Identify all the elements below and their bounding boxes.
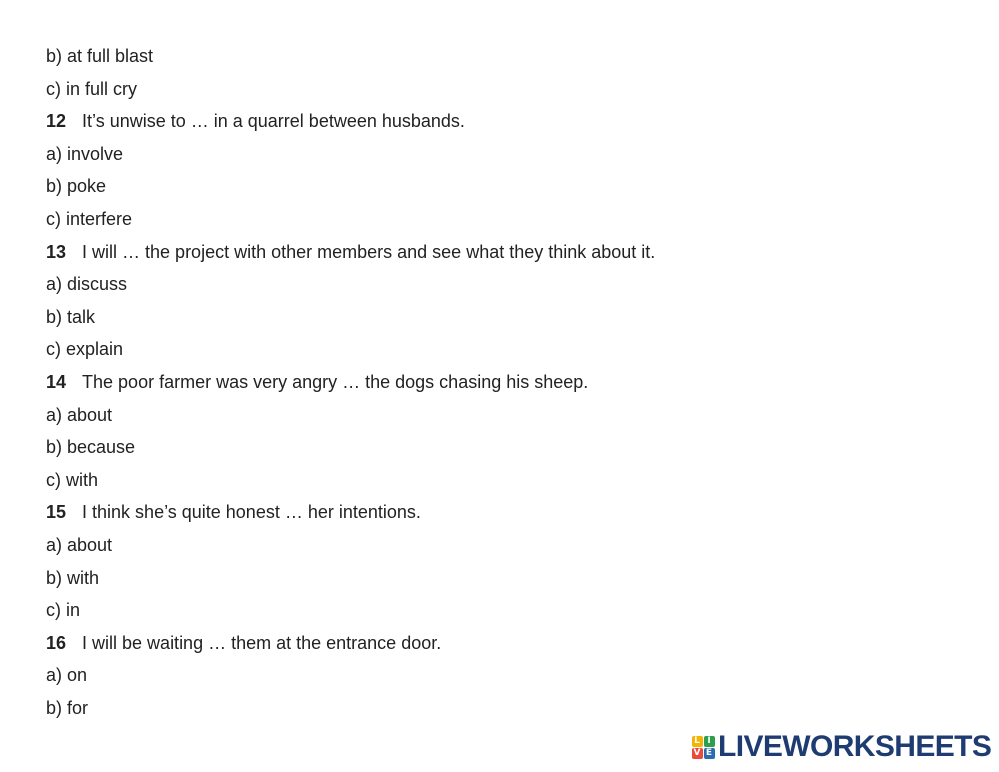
question-text: I will … the project with other members and see what they think about it. [82,241,656,262]
question-line [46,501,655,534]
worksheet-content [46,45,655,729]
question-number: 13 [46,241,67,262]
answer-option: b) talk [46,306,96,327]
brand-name: LIVEWORKSHEETS [718,730,992,763]
answer-option: a) about [46,534,113,555]
question-number: 15 [46,502,67,523]
answer-option: b) with [46,567,100,588]
answer-option: c) explain [46,339,124,360]
answer-option: c) in [46,600,81,621]
logo-tile-l: L [692,736,703,747]
question-text: I will be waiting … them at the entrance door. [82,632,442,653]
answer-option: b) for [46,697,89,718]
answer-option: b) poke [46,176,107,197]
answer-option: c) interfere [46,208,133,229]
logo-tile-v: V [692,748,703,759]
question-text: The poor farmer was very angry … the dogs chasing his sheep. [82,371,589,392]
question-number: 14 [46,371,67,392]
answer-option: c) with [46,469,99,490]
question-line [46,241,655,274]
question-line [46,632,655,665]
answer-option: b) because [46,437,136,458]
answer-option: a) discuss [46,274,128,295]
logo-tile-e: E [704,748,715,759]
answer-option: c) in full cry [46,78,138,99]
liveworksheets-logo-icon [691,735,715,759]
answer-option: b) at full blast [46,46,154,66]
question-number: 16 [46,632,67,653]
question-line [46,110,655,143]
answer-option: a) involve [46,143,124,164]
answer-option: a) about [46,404,113,425]
question-line [46,371,655,404]
question-text: It’s unwise to … in a quarrel between husbands. [82,111,465,132]
question-number: 12 [46,111,67,132]
answer-option: a) on [46,665,88,686]
question-text: I think she’s quite honest … her intentions. [82,502,421,523]
liveworksheets-brand[interactable] [691,730,992,763]
logo-tile-i: I [704,736,715,747]
